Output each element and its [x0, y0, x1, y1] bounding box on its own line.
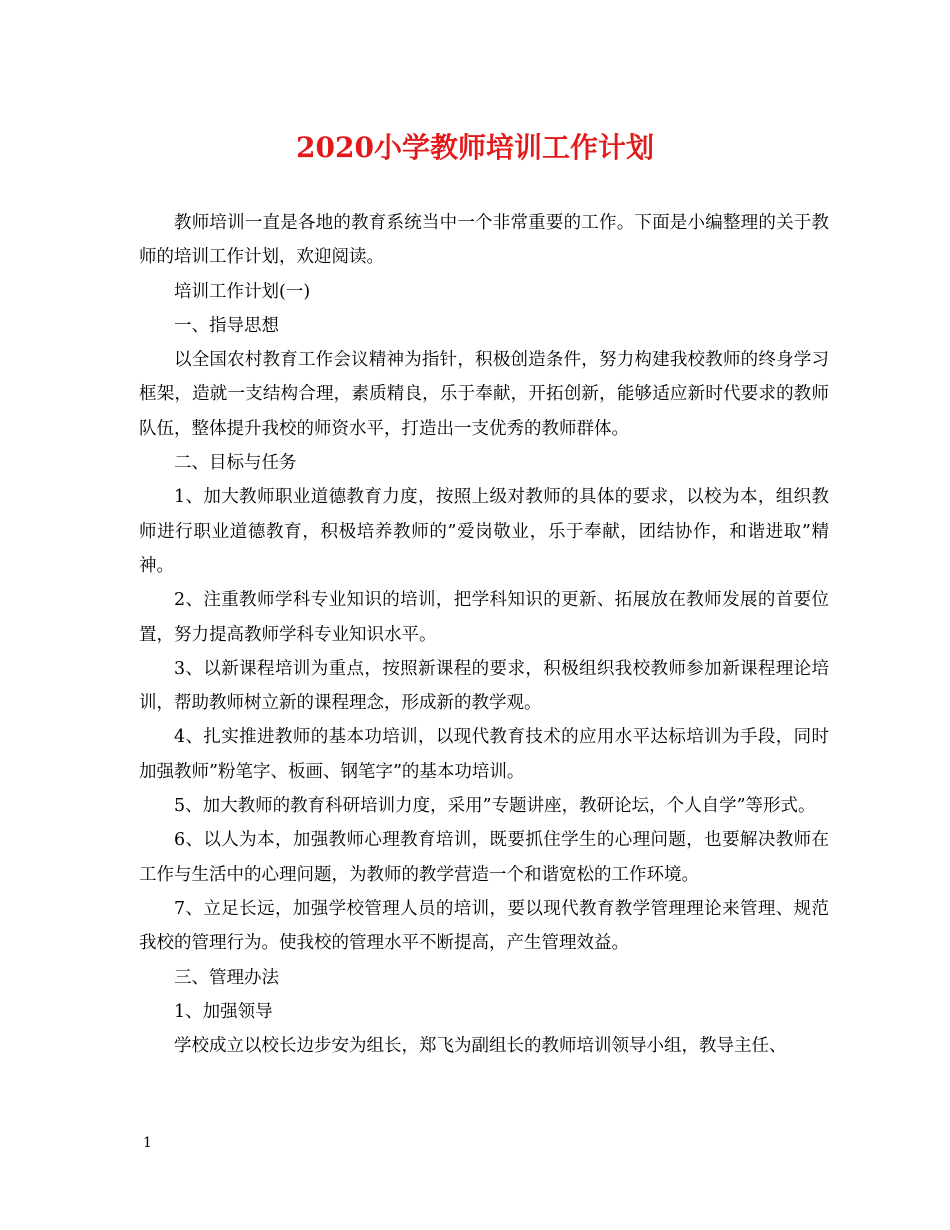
list-item-goal-3: 3、以新课程培训为重点，按照新课程的要求，积极组织我校教师参加新课程理论培训，帮助教师树立新的课程理念，形成新的教学观。 [139, 658, 829, 714]
document-body [139, 206, 829, 1063]
list-item-goal-4: 4、扎实推进教师的基本功培训，以现代教育技术的应用水平达标培训为手段，同时加强教师”粉笔字、板画、钢笔字”的基本功培训。 [139, 727, 829, 782]
section-heading-management: 三、管理办法 [174, 967, 279, 988]
list-item-goal-5: 5、加大教师的教育科研培训力度，采用”专题讲座，教研论坛，个人自学”等形式。 [174, 796, 816, 817]
subheading-strengthen-leadership: 1、加强领导 [174, 1001, 273, 1022]
section-heading-goals-tasks: 二、目标与任务 [174, 453, 297, 474]
paragraph-leadership: 学校成立以校长边步安为组长，郑飞为副组长的教师培训领导小组，教导主任、 [174, 1036, 787, 1057]
section-heading-plan-one: 培训工作计划(一) [174, 281, 311, 302]
list-item-goal-1: 1、加大教师职业道德教育力度，按照上级对教师的具体的要求，以校为本，组织教师进行职业道德教育，积极培养教师的”爱岗敬业，乐于奉献，团结协作，和谐进取”精神。 [139, 487, 829, 576]
document-title: 2020小学教师培训工作计划 [296, 131, 654, 164]
paragraph-intro: 教师培训一直是各地的教育系统当中一个非常重要的工作。下面是小编整理的关于教师的培训工作计划，欢迎阅读。 [139, 213, 829, 268]
paragraph-guiding-ideology: 以全国农村教育工作会议精神为指针，积极创造条件，努力构建我校教师的终身学习框架，造就一支结构合理，素质精良，乐于奉献，开拓创新，能够适应新时代要求的教师队伍，整体提升我校的师资水平，打造出一支优秀的教师群体。 [139, 350, 829, 439]
list-item-goal-6: 6、以人为本，加强教师心理教育培训，既要抓住学生的心理问题，也要解决教师在工作与生活中的心理问题，为教师的教学营造一个和谐宽松的工作环境。 [139, 830, 829, 885]
list-item-goal-7: 7、立足长远，加强学校管理人员的培训，要以现代教育教学管理理论来管理、规范我校的管理行为。使我校的管理水平不断提高，产生管理效益。 [139, 898, 829, 954]
list-item-goal-2: 2、注重教师学科专业知识的培训，把学科知识的更新、拓展放在教师发展的首要位置，努力提高教师学科专业知识水平。 [139, 590, 829, 645]
section-heading-guiding-ideology: 一、指导思想 [174, 315, 279, 336]
page-number: 1 [143, 1135, 152, 1151]
